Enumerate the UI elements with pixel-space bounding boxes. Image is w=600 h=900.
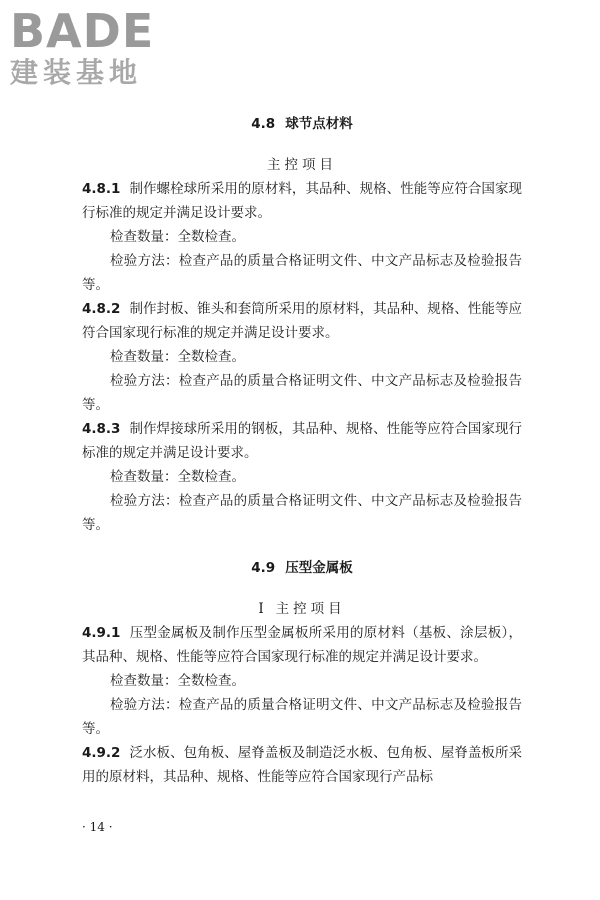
clause-text: 压型金属板及制作压型金属板所采用的原材料（基板、涂层板），其品种、规格、性能等应符合国家现行标准的规定并满足设计要求。: [82, 625, 522, 665]
clause-4-8-2: [82, 297, 522, 345]
clause-text: 制作封板、锥头和套筒所采用的原材料，其品种、规格、性能等应符合国家现行标准的规定并满足设计要求。: [82, 301, 522, 341]
clause-text: 制作螺栓球所采用的原材料，其品种、规格、性能等应符合国家现行标准的规定并满足设计要求。: [82, 181, 522, 221]
clause-number: 4.9.1: [82, 625, 121, 641]
check-quantity: 检查数量：全数检查。: [110, 229, 245, 245]
section-name: 压型金属板: [285, 560, 353, 576]
check-method: 检验方法：检查产品的质量合格证明文件、中文产品标志及检验报告等。: [82, 697, 522, 737]
section-number: 4.9: [251, 560, 276, 576]
section-title-4-9: [82, 556, 522, 580]
logo-subtitle: 建装基地: [10, 56, 143, 89]
clause-number: 4.8.1: [82, 181, 121, 197]
clause-number: 4.8.3: [82, 421, 121, 437]
clause-4-8-1: [82, 177, 522, 225]
page-number: · 14 ·: [82, 820, 113, 834]
clause-4-9-2: [82, 741, 522, 789]
document-body: [82, 112, 522, 789]
check-quantity: 检查数量：全数检查。: [110, 469, 245, 485]
check-method: 检验方法：检查产品的质量合格证明文件、中文产品标志及检验报告等。: [82, 493, 522, 533]
section-title-4-8: [82, 112, 522, 136]
check-method: 检验方法：检查产品的质量合格证明文件、中文产品标志及检验报告等。: [82, 373, 522, 413]
clause-text: 泛水板、包角板、屋脊盖板及制造泛水板、包角板、屋脊盖板所采用的原材料，其品种、规格、性能等应符合国家现行产品标: [82, 745, 522, 785]
check-quantity: 检查数量：全数检查。: [110, 349, 245, 365]
clause-text: 制作焊接球所采用的钢板，其品种、规格、性能等应符合国家现行标准的规定并满足设计要求。: [82, 421, 522, 461]
sub-heading-text: 主控项目: [275, 601, 346, 617]
check-method: 检验方法：检查产品的质量合格证明文件、中文产品标志及检验报告等。: [82, 253, 522, 293]
logo: [10, 6, 180, 90]
clause-4-8-3: [82, 417, 522, 465]
sub-heading-main-items: [82, 597, 522, 621]
clause-4-9-1: [82, 621, 522, 669]
clause-number: 4.8.2: [82, 301, 121, 317]
sub-heading-main-items: 主控项目: [267, 157, 337, 173]
sub-heading-prefix: I: [258, 601, 264, 617]
section-number: 4.8: [251, 116, 276, 132]
section-name: 球节点材料: [285, 116, 353, 132]
clause-number: 4.9.2: [82, 745, 121, 761]
logo-brand: BADE: [10, 4, 155, 58]
check-quantity: 检查数量：全数检查。: [110, 673, 245, 689]
